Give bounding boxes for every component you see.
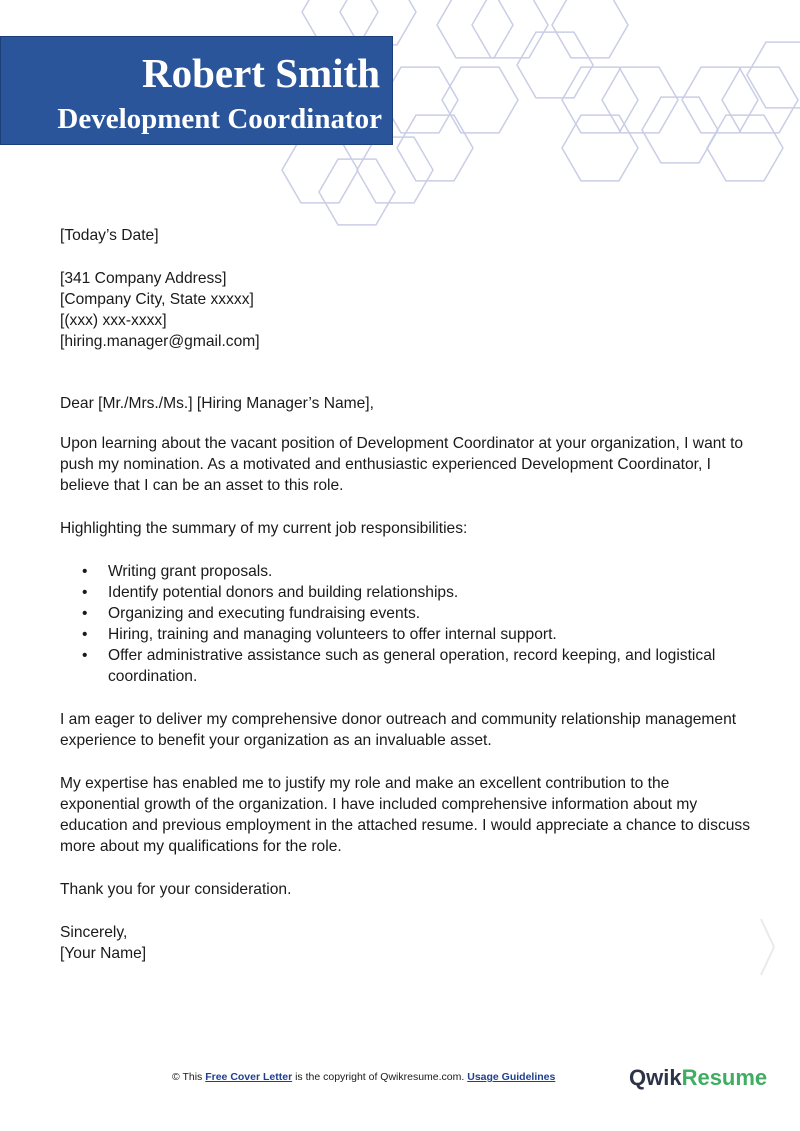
address-line: [(xxx) xxx-xxxx]	[60, 312, 167, 329]
hexagon-shape	[397, 115, 473, 181]
list-item	[60, 624, 750, 645]
qwikresume-logo[interactable]	[629, 1064, 767, 1092]
closing: Sincerely,	[60, 924, 128, 941]
letter-body	[60, 225, 750, 964]
free-cover-letter-link[interactable]: Free Cover Letter	[205, 1071, 293, 1083]
signature: [Your Name]	[60, 945, 147, 962]
bullet-icon: •	[82, 626, 88, 643]
salutation: Dear [Mr./Mrs./Ms.] [Hiring Manager’s Name],	[60, 395, 374, 412]
hexagon-shape	[602, 67, 678, 133]
body-paragraph-2: I am eager to deliver my comprehensive donor outreach and community relationship management experience to benefit your organization as an invaluable asset.	[60, 711, 737, 749]
recipient-address	[60, 268, 750, 352]
duty-text: Writing grant proposals.	[108, 563, 273, 580]
hexagon-shape	[682, 67, 758, 133]
address-line: [hiring.manager@gmail.com]	[60, 333, 260, 350]
list-item	[60, 582, 750, 603]
duty-text: Offer administrative assistance such as general operation, record keeping, and logistical coordination.	[108, 647, 716, 685]
hexagon-shape	[642, 97, 718, 163]
header-band	[0, 36, 393, 145]
thanks-line: Thank you for your consideration.	[60, 881, 292, 898]
bullet-icon: •	[82, 605, 88, 622]
list-item	[60, 645, 750, 687]
bullet-icon: •	[82, 647, 88, 664]
duty-text: Identify potential donors and building relationships.	[108, 584, 459, 601]
hexagon-shape	[562, 115, 638, 181]
chevron-right-icon	[758, 915, 778, 979]
candidate-name: Robert Smith	[141, 50, 380, 96]
copyright-note	[172, 1070, 572, 1084]
address-line: [Company City, State xxxxx]	[60, 291, 254, 308]
hexagon-shape	[707, 115, 783, 181]
hexagon-shape	[747, 42, 800, 108]
address-line: [341 Company Address]	[60, 270, 227, 287]
summary-heading: Highlighting the summary of my current job responsibilities:	[60, 520, 468, 537]
copyright-prefix: © This	[172, 1071, 206, 1083]
hexagon-shape	[562, 67, 638, 133]
hexagon-shape	[722, 67, 798, 133]
duty-text: Hiring, training and managing volunteers to offer internal support.	[108, 626, 557, 643]
duties-list	[60, 561, 750, 687]
hexagon-shape	[442, 67, 518, 133]
letter-date: [Today’s Date]	[60, 227, 159, 244]
duty-text: Organizing and executing fundraising events.	[108, 605, 421, 622]
logo-text-qwik: Qwik	[629, 1065, 682, 1090]
copyright-middle: is the copyright of Qwikresume.com.	[292, 1071, 468, 1083]
bullet-icon: •	[82, 563, 88, 580]
usage-guidelines-link[interactable]: Usage Guidelines	[467, 1071, 556, 1083]
list-item	[60, 603, 750, 624]
bullet-icon: •	[82, 584, 88, 601]
body-paragraph-3: My expertise has enabled me to justify my role and make an excellent contribution to the exponential growth of the organization. I have included comprehensive information about my education and previous employment in the attached resume. I would appreciate a chance to discuss more about my qualifications for the role.	[60, 775, 751, 855]
list-item	[60, 561, 750, 582]
intro-paragraph: Upon learning about the vacant position of Development Coordinator at your organization, I want to push my nomination. As a motivated and enthusiastic experienced Development Coordinator, I believe that I can be an asset to this role.	[60, 435, 744, 494]
hexagon-shape	[552, 0, 628, 58]
logo-text-resume: Resume	[681, 1065, 768, 1090]
hexagon-shape	[382, 67, 458, 133]
hexagon-shape	[517, 32, 593, 98]
job-title: Development Coordinator	[57, 103, 382, 135]
